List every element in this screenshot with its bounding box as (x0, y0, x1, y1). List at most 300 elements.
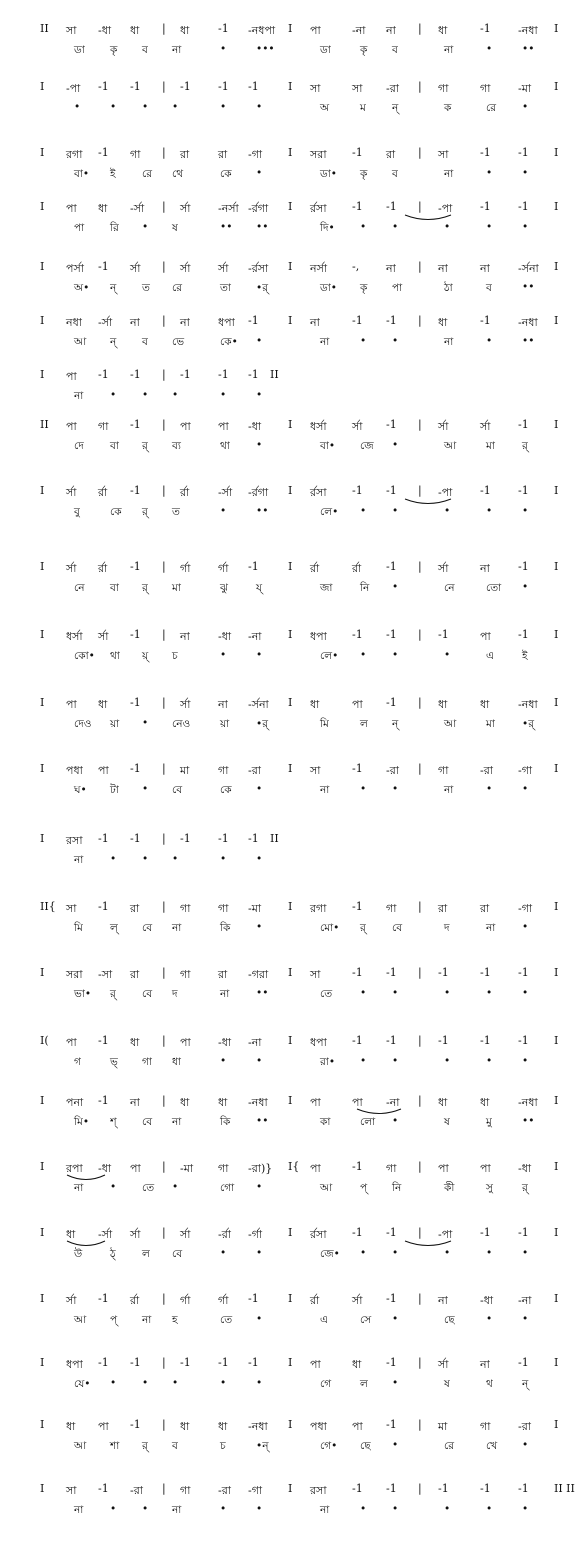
swara-note: ধা (438, 698, 448, 711)
notation-system (40, 368, 560, 405)
barline: | (418, 1094, 422, 1107)
swara-note: র্গা (218, 1294, 229, 1307)
lyric-row (40, 335, 560, 351)
swara-note: ধা (480, 698, 490, 711)
swara-note: রগা (310, 902, 327, 915)
lyric-syllable: ই (110, 168, 116, 180)
swara-note: -1 (218, 80, 229, 93)
lyric-syllable: লো (360, 1116, 376, 1128)
barline: I (40, 628, 45, 641)
lyric-syllable: য়া (110, 718, 120, 730)
barline: I (554, 146, 559, 159)
lyric-syllable: ব (486, 282, 492, 294)
swara-note: গা (218, 1162, 229, 1175)
swara-row (40, 260, 560, 276)
swara-note: -1 (248, 80, 259, 93)
lyric-syllable: কে (220, 168, 232, 180)
swara-note: -1 (518, 418, 529, 431)
barline: I (40, 368, 45, 381)
notation-system (40, 966, 560, 1003)
lyric-syllable: গে (320, 1378, 332, 1390)
lyric-syllable: আ (74, 336, 87, 348)
lyric-syllable: মা (486, 440, 495, 452)
swara-note: র্রসা (310, 1228, 327, 1241)
lyric-syllable: • (256, 167, 263, 179)
swara-row (40, 484, 560, 500)
lyric-syllable: ল (360, 718, 368, 730)
lyric-syllable: • (172, 1377, 179, 1389)
lyric-syllable: রা• (320, 1056, 336, 1068)
lyric-syllable: ডা (74, 44, 85, 56)
lyric-syllable: র্ (142, 1440, 148, 1452)
lyric-syllable: • (522, 987, 529, 999)
lyric-row (40, 1439, 560, 1455)
swara-note: -1 (386, 1482, 397, 1495)
swara-note: সা (438, 148, 449, 161)
swara-note: -1 (480, 200, 491, 213)
swara-note: র্গা (218, 562, 229, 575)
swara-note: র্রা (310, 1294, 320, 1307)
lyric-syllable: • (444, 505, 451, 517)
notation-system (40, 628, 560, 665)
lyric-syllable: য়্ (142, 650, 149, 662)
lyric-row (40, 281, 560, 297)
swara-row (40, 146, 560, 162)
barline: I (554, 560, 559, 573)
swara-note: -1 (180, 80, 191, 93)
barline: I (288, 628, 293, 641)
lyric-syllable: •• (256, 505, 269, 517)
swara-note: -1 (352, 1160, 363, 1173)
barline: I (554, 696, 559, 709)
swara-note: নধা (66, 316, 82, 329)
lyric-syllable: র্ (522, 440, 528, 452)
barline: I (554, 1356, 559, 1369)
swara-note: র্সা (66, 486, 77, 499)
lyric-syllable: না (444, 44, 454, 56)
swara-note: -1 (386, 1418, 397, 1431)
lyric-syllable: ব (392, 44, 398, 56)
barline: | (162, 418, 166, 431)
swara-note: -ধা (248, 420, 262, 433)
lyric-syllable: র্ (142, 582, 148, 594)
swara-note: -ধা (98, 24, 112, 37)
lyric-syllable: • (172, 101, 179, 113)
swara-note: -রা (386, 82, 399, 95)
swara-note: না (180, 316, 190, 329)
barline: | (418, 1160, 422, 1173)
lyric-syllable: ছে (360, 1440, 371, 1452)
lyric-syllable: • (392, 1115, 399, 1127)
lyric-syllable: গে• (320, 1440, 338, 1452)
lyric-syllable: • (360, 1503, 367, 1515)
swara-note: পধা (66, 764, 83, 777)
swara-note: রা (180, 148, 190, 161)
lyric-syllable: ব (142, 336, 148, 348)
swara-note: -1 (218, 832, 229, 845)
lyric-syllable: না (172, 922, 182, 934)
swara-row (40, 22, 560, 38)
barline: | (418, 966, 422, 979)
swara-note: পা (98, 764, 109, 777)
lyric-syllable: বু (74, 506, 80, 518)
swara-note: র্সা (180, 262, 191, 275)
lyric-syllable: • (256, 1181, 263, 1193)
swara-note: না (386, 262, 396, 275)
swara-note: র্রা (98, 562, 108, 575)
swara-note: -1 (386, 966, 397, 979)
swara-note: -র্রা (218, 1228, 231, 1241)
lyric-syllable: না (320, 336, 330, 348)
swara-note: -র্রগা (248, 202, 269, 215)
lyric-syllable: দি• (320, 222, 335, 234)
barline: I (554, 1292, 559, 1305)
lyric-syllable: ধা (172, 1056, 181, 1068)
lyric-syllable: ল (142, 1248, 150, 1260)
swara-note: পা (180, 420, 191, 433)
lyric-syllable: আ (444, 440, 457, 452)
lyric-syllable: • (220, 1503, 227, 1515)
lyric-syllable: •• (522, 43, 535, 55)
swara-note: র্রা (310, 562, 320, 575)
lyric-syllable: মা (486, 718, 495, 730)
swara-note: -1 (480, 1034, 491, 1047)
lyric-row (40, 1377, 560, 1393)
lyric-syllable: • (486, 783, 493, 795)
lyric-syllable: •• (256, 987, 269, 999)
lyric-syllable: • (522, 1247, 529, 1259)
swara-note: -1 (386, 1356, 397, 1369)
swara-note: -গা (518, 902, 533, 915)
barline: I (554, 1418, 559, 1431)
swara-note: না (480, 1358, 490, 1371)
lyric-syllable: • (522, 1503, 529, 1515)
swara-note: পা (180, 1036, 191, 1049)
swara-note: -1 (130, 762, 141, 775)
swara-note: পা (218, 420, 229, 433)
barline: | (162, 900, 166, 913)
swara-note: রা (386, 148, 396, 161)
lyric-syllable: রে (172, 282, 183, 294)
lyric-syllable: দে (74, 440, 84, 452)
barline: | (418, 22, 422, 35)
notation-system (40, 418, 560, 455)
barline: | (418, 628, 422, 641)
swara-note: -পা (66, 82, 81, 95)
swara-note: -1 (352, 1226, 363, 1239)
swara-note: গা (180, 968, 191, 981)
lyric-syllable: তো (486, 582, 502, 594)
lyric-syllable: • (522, 1313, 529, 1325)
swara-note: রা (130, 968, 140, 981)
barline: I (40, 560, 45, 573)
lyric-syllable: •• (522, 281, 535, 293)
lyric-syllable: না (142, 1314, 152, 1326)
notation-system (40, 314, 560, 351)
lyric-syllable: ন্ (392, 102, 399, 114)
barline: I (288, 484, 293, 497)
swara-note: না (218, 698, 228, 711)
barline: I (554, 762, 559, 775)
barline: I (554, 1094, 559, 1107)
barline: I (40, 146, 45, 159)
lyric-syllable: • (110, 1181, 117, 1193)
notation-system (40, 1292, 560, 1329)
barline: I (554, 314, 559, 327)
lyric-syllable: • (360, 1055, 367, 1067)
lyric-syllable: র্ (142, 440, 148, 452)
swara-note: পা (310, 24, 321, 37)
lyric-syllable: তে (142, 1182, 155, 1194)
barline: I (554, 1160, 559, 1173)
barline: I (288, 900, 293, 913)
swara-row (40, 900, 560, 916)
barline: | (162, 80, 166, 93)
lyric-syllable: না (220, 988, 230, 1000)
swara-note: -1 (98, 832, 109, 845)
lyric-syllable: সু (486, 1182, 493, 1194)
swara-note: না (180, 630, 190, 643)
barline: | (418, 762, 422, 775)
lyric-syllable: • (360, 335, 367, 347)
notation-system (40, 1482, 575, 1519)
barline: | (162, 560, 166, 573)
notation-system (40, 22, 560, 59)
barline: | (418, 1292, 422, 1305)
lyric-syllable: • (392, 1377, 399, 1389)
barline: I (288, 1034, 293, 1047)
swara-note: রগা (66, 148, 83, 161)
swara-note: -1 (130, 832, 141, 845)
swara-note: -1 (130, 368, 141, 381)
swara-note: -1 (352, 966, 363, 979)
swara-note: -র্রগা (248, 486, 269, 499)
lyric-syllable: ষ (444, 1116, 450, 1128)
lyric-syllable: দ (444, 922, 450, 934)
swara-note: -1 (218, 22, 229, 35)
swara-note: -1 (130, 628, 141, 641)
lyric-syllable: নেও (172, 718, 191, 730)
swara-note: -1 (98, 1292, 109, 1305)
lyric-syllable: ম (360, 102, 366, 114)
lyric-syllable: ডা (320, 44, 331, 56)
swara-note: -নধা (518, 698, 538, 711)
notation-system (40, 200, 560, 237)
lyric-syllable: যে• (74, 1378, 91, 1390)
lyric-syllable: • (256, 783, 263, 795)
swara-note: -রা (130, 1484, 143, 1497)
swara-note: পা (480, 1162, 491, 1175)
lyric-syllable: না (172, 1504, 182, 1516)
lyric-syllable: কে (220, 784, 232, 796)
barline: II II (554, 1482, 575, 1495)
barline: I (554, 200, 559, 213)
lyric-syllable: চ (220, 1440, 226, 1452)
swara-note: গা (438, 82, 449, 95)
lyric-syllable: • (486, 505, 493, 517)
barline: | (418, 696, 422, 709)
swara-note: -1 (518, 1356, 529, 1369)
lyric-syllable: তে (320, 988, 333, 1000)
lyric-syllable: • (392, 783, 399, 795)
lyric-syllable: • (74, 101, 81, 113)
swara-note: না (310, 316, 320, 329)
notation-system (40, 832, 560, 869)
lyric-syllable: • (360, 783, 367, 795)
swara-note: -মা (180, 1162, 194, 1175)
swara-note: ধর্সা (66, 630, 83, 643)
lyric-syllable: • (220, 649, 227, 661)
swara-row (40, 1160, 560, 1176)
barline: | (418, 80, 422, 93)
barline: | (418, 1226, 422, 1239)
barline: I (40, 1226, 45, 1239)
swara-note: -1 (480, 314, 491, 327)
swara-note: -1 (130, 696, 141, 709)
lyric-syllable: রে (142, 168, 153, 180)
swara-note: -1 (218, 368, 229, 381)
lyric-syllable: গো (220, 1182, 235, 1194)
swara-note: ধা (480, 1096, 490, 1109)
swara-note: -1 (218, 1356, 229, 1369)
swara-note: -1 (438, 1034, 449, 1047)
swara-note: -না (248, 630, 262, 643)
lyric-syllable: • (360, 1247, 367, 1259)
swara-note: -র্সনা (248, 698, 269, 711)
lyric-syllable: • (522, 221, 529, 233)
barline: I (288, 22, 293, 35)
swara-note: ধা (438, 24, 448, 37)
lyric-syllable: ক (444, 102, 452, 114)
swara-row (40, 1226, 560, 1242)
barline: | (162, 146, 166, 159)
lyric-row (40, 649, 560, 665)
lyric-syllable: • (486, 1247, 493, 1259)
barline: I (288, 1292, 293, 1305)
barline: I (40, 200, 45, 213)
notation-system (40, 260, 560, 297)
swara-row (40, 80, 560, 96)
swara-note: -1 (248, 560, 259, 573)
notation-system (40, 1356, 560, 1393)
lyric-syllable: • (522, 101, 529, 113)
swara-note: -ধা (518, 1162, 532, 1175)
lyric-syllable: দেও (74, 718, 92, 730)
lyric-syllable: •র্ (256, 282, 268, 294)
swara-note: রা (218, 148, 228, 161)
swara-note: -র্সা (98, 1228, 113, 1241)
barline: | (418, 418, 422, 431)
barline: I (554, 260, 559, 273)
lyric-syllable: • (142, 1503, 149, 1515)
swara-row (40, 1356, 560, 1372)
swara-note: -র্রসা (248, 262, 269, 275)
barline: I (40, 832, 45, 845)
barline: | (418, 200, 422, 213)
barline: | (162, 1356, 166, 1369)
swara-note: -1 (98, 1034, 109, 1047)
swara-note: -রা (248, 764, 261, 777)
lyric-syllable: র্ (110, 988, 116, 1000)
lyric-syllable: • (110, 1377, 117, 1389)
swara-note: সা (66, 24, 77, 37)
barline: | (418, 1356, 422, 1369)
swara-note: -গা (248, 148, 263, 161)
barline: I (554, 900, 559, 913)
lyric-syllable: ভা• (74, 988, 92, 1000)
lyric-syllable: কৃ (360, 44, 368, 56)
swara-note: পর্সা (66, 262, 84, 275)
barline: | (418, 560, 422, 573)
lyric-syllable: • (360, 987, 367, 999)
swara-note: -1 (248, 1292, 259, 1305)
lyric-syllable: অ• (74, 282, 90, 294)
lyric-syllable: এ (486, 650, 494, 662)
swara-note: সা (310, 968, 321, 981)
lyric-syllable: • (256, 1503, 263, 1515)
barline: I (288, 1226, 293, 1239)
barline: I (554, 22, 559, 35)
swara-note: -সা (98, 968, 113, 981)
swara-row (40, 832, 560, 848)
lyric-syllable: না (74, 1182, 84, 1194)
swara-note: -র্গা (248, 1228, 263, 1241)
barline: | (162, 696, 166, 709)
swara-note: -নধা (248, 1420, 268, 1433)
swara-note: -1 (98, 146, 109, 159)
swara-note: গা (218, 764, 229, 777)
swara-note: -1 (352, 200, 363, 213)
lyric-syllable: র্ (142, 506, 148, 518)
swara-note: পা (352, 698, 363, 711)
swara-note: -ধা (98, 1162, 112, 1175)
swara-note: পা (66, 1036, 77, 1049)
barline: I (288, 966, 293, 979)
lyric-syllable: ভ্ (110, 1056, 118, 1068)
lyric-syllable: • (444, 987, 451, 999)
lyric-row (40, 1115, 560, 1131)
barline: I( (40, 1034, 49, 1047)
lyric-syllable: • (220, 853, 227, 865)
lyric-syllable: লে• (320, 506, 339, 518)
swara-note: -1 (438, 628, 449, 641)
barline: | (162, 1094, 166, 1107)
barline: I (288, 1094, 293, 1107)
barline: | (162, 1034, 166, 1047)
lyric-syllable: কে (110, 506, 122, 518)
swara-note: -1 (518, 484, 529, 497)
lyric-syllable: ঠ্ (110, 1248, 116, 1260)
barline: II{ (40, 900, 56, 913)
lyric-syllable: পা (392, 282, 403, 294)
lyric-row (40, 1181, 560, 1197)
lyric-syllable: থ (486, 1378, 493, 1390)
swara-note: গা (386, 902, 397, 915)
swara-note: -র্সা (130, 202, 145, 215)
lyric-syllable: মি• (74, 1116, 90, 1128)
lyric-syllable: কৃ (110, 44, 118, 56)
barline: I (288, 146, 293, 159)
barline: I (288, 200, 293, 213)
swara-note: -র্সা (218, 486, 233, 499)
swara-note: ধপা (66, 1358, 83, 1371)
swara-note: গা (180, 902, 191, 915)
lyric-syllable: নে (74, 582, 85, 594)
lyric-syllable: বে (142, 1116, 153, 1128)
lyric-row (40, 505, 560, 521)
swara-note: -1 (480, 966, 491, 979)
swara-note: সরা (310, 148, 327, 161)
